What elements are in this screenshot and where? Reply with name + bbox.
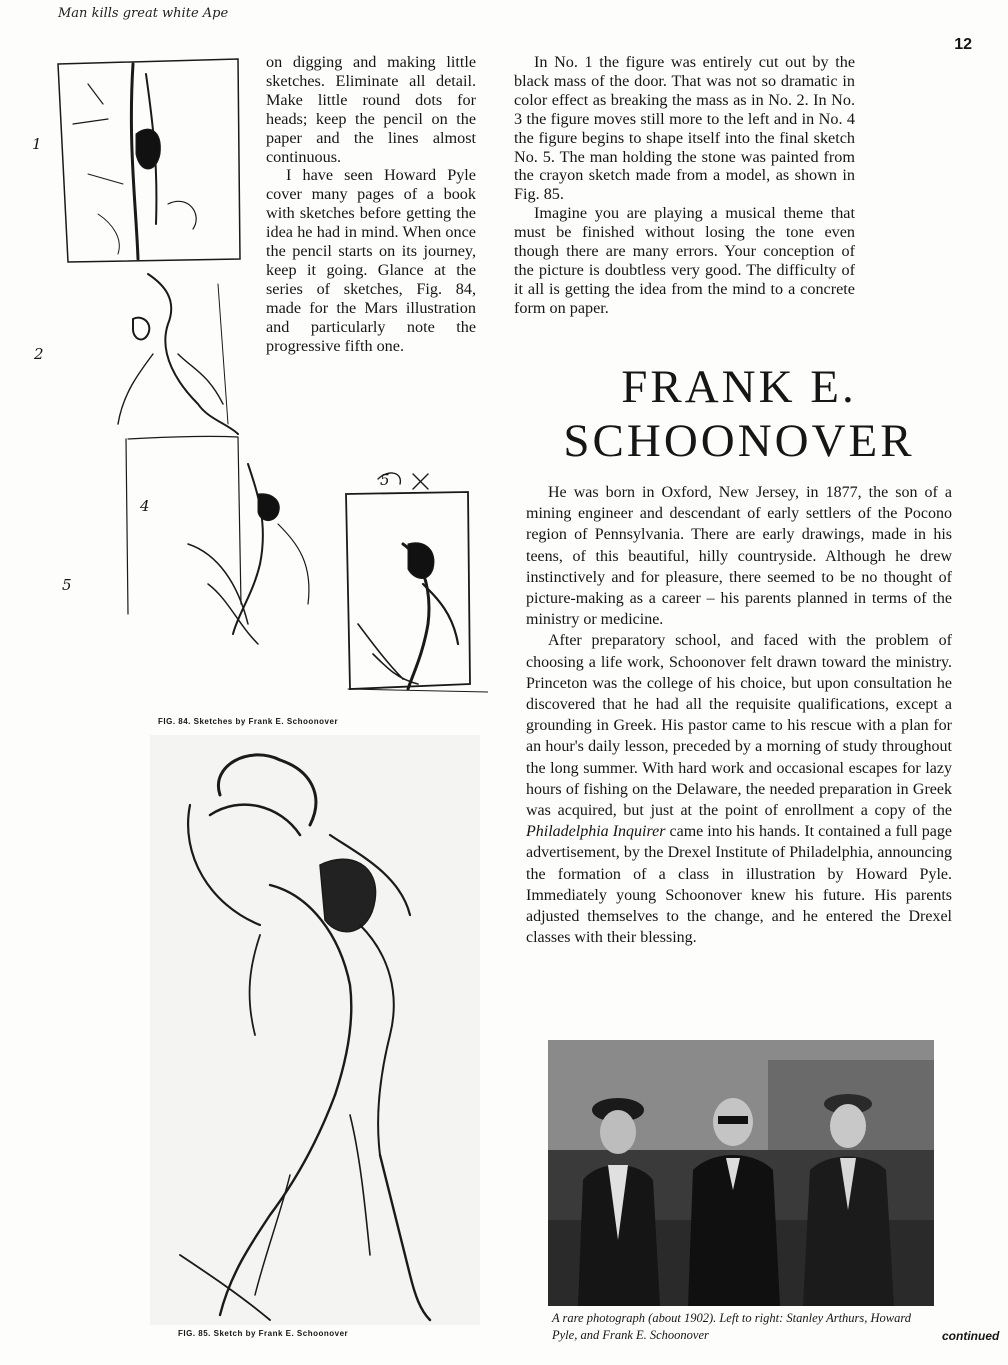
marker-4: 4	[140, 497, 150, 515]
middle-column	[514, 53, 855, 318]
marker-5a: 5	[62, 576, 72, 594]
group-photograph	[548, 1040, 934, 1306]
marker-2: 2	[34, 345, 44, 363]
headline-line-2: SCHOONOVER	[563, 415, 915, 467]
middle-paragraph-1: In No. 1 the figure was entirely cut out by the black mass of the door. That was not so dramatic in color effect as breaking the mass as in No. 2. In No. 3 the figure moves still more to the left and in No. 4 the figure begins to shape itself into the final sketch No. 5. The man holding the stone was painted from the crayon sketch made from a model, as shown in Fig. 85.	[514, 53, 855, 204]
page-number: 12	[954, 36, 972, 53]
bio-column	[526, 482, 952, 948]
continued-label: continued	[942, 1329, 1000, 1343]
bio-paragraph-2-start: After preparatory school, and faced with the problem of choosing a life work, Schoonover felt drawn toward the ministry. Princeton was the college of his choice, but upon consultation he discovered that he had all the requisite qualifications, except a grounding in Greek. His pastor came to his rescue with a plan for an hour's daily lesson, preceded by a morning of study throughout the long summer. With hard work and occasional escapes for lazy hours of fishing on the Delaware, the needed preparation in Greek was acquired, but just at the point of enrollment a copy of the	[526, 632, 952, 820]
headline-line-1: FRANK E.	[621, 361, 857, 413]
photo-caption: A rare photograph (about 1902). Left to right: Stanley Arthurs, Howard Pyle, and Frank E. Schoonover	[552, 1311, 912, 1342]
photo-illustration	[548, 1040, 934, 1306]
left-column	[266, 53, 476, 356]
left-paragraph-1: on digging and making little sketches. Eliminate all detail. Make little round dots for heads; keep the pencil on the paper and the lines almost continuous.	[266, 53, 476, 166]
marker-1: 1	[32, 135, 42, 153]
fig85-caption: FIG. 85. Sketch by Frank E. Schoonover	[178, 1329, 349, 1338]
newspaper-title: Philadelphia Inquirer	[526, 823, 666, 841]
bio-paragraph-2	[526, 630, 952, 948]
middle-paragraph-2: Imagine you are playing a musical theme that must be finished without losing the tone even though there are many errors. Your conception of the picture is doubtless very good. The difficulty of it all is getting the idea from the mind to a concrete form on paper.	[514, 204, 855, 317]
left-paragraph-2: I have seen Howard Pyle cover many pages of a book with sketches before getting the idea he had in mind. When once the pencil starts on its journey, keep it going. Glance at the series of sketches, Fig. 84, made for the Mars illustration and particularly note the progressive fifth one.	[266, 166, 476, 355]
fig84-caption: FIG. 84. Sketches by Frank E. Schoonover	[158, 717, 339, 726]
bio-paragraph-1: He was born in Oxford, New Jersey, in 1877, the son of a mining engineer and descendant of early settlers of the Pocono region of Pennsylvania. There are early drawings, made in his teens, of this beautiful, hilly countryside. Although he drew instinctively and for pleasure, there seemed to be no thought of picture-making as a career – his parents planned in terms of the ministry or medicine.	[526, 484, 952, 629]
fig85-sketch	[150, 735, 480, 1325]
article-headline	[526, 360, 952, 468]
handwritten-note: Man kills great white Ape	[58, 6, 229, 21]
marker-5b: 5	[380, 471, 390, 489]
bio-paragraph-2-end: came into his hands. It contained a full page advertisement, by the Drexel Institute of Philadelphia, announcing the formation of a class in illustration by Howard Pyle. Immediately young Schoonover knew his future. His parents adjusted themselves to the change, and he entered the Drexel classes with their blessing.	[526, 823, 952, 947]
